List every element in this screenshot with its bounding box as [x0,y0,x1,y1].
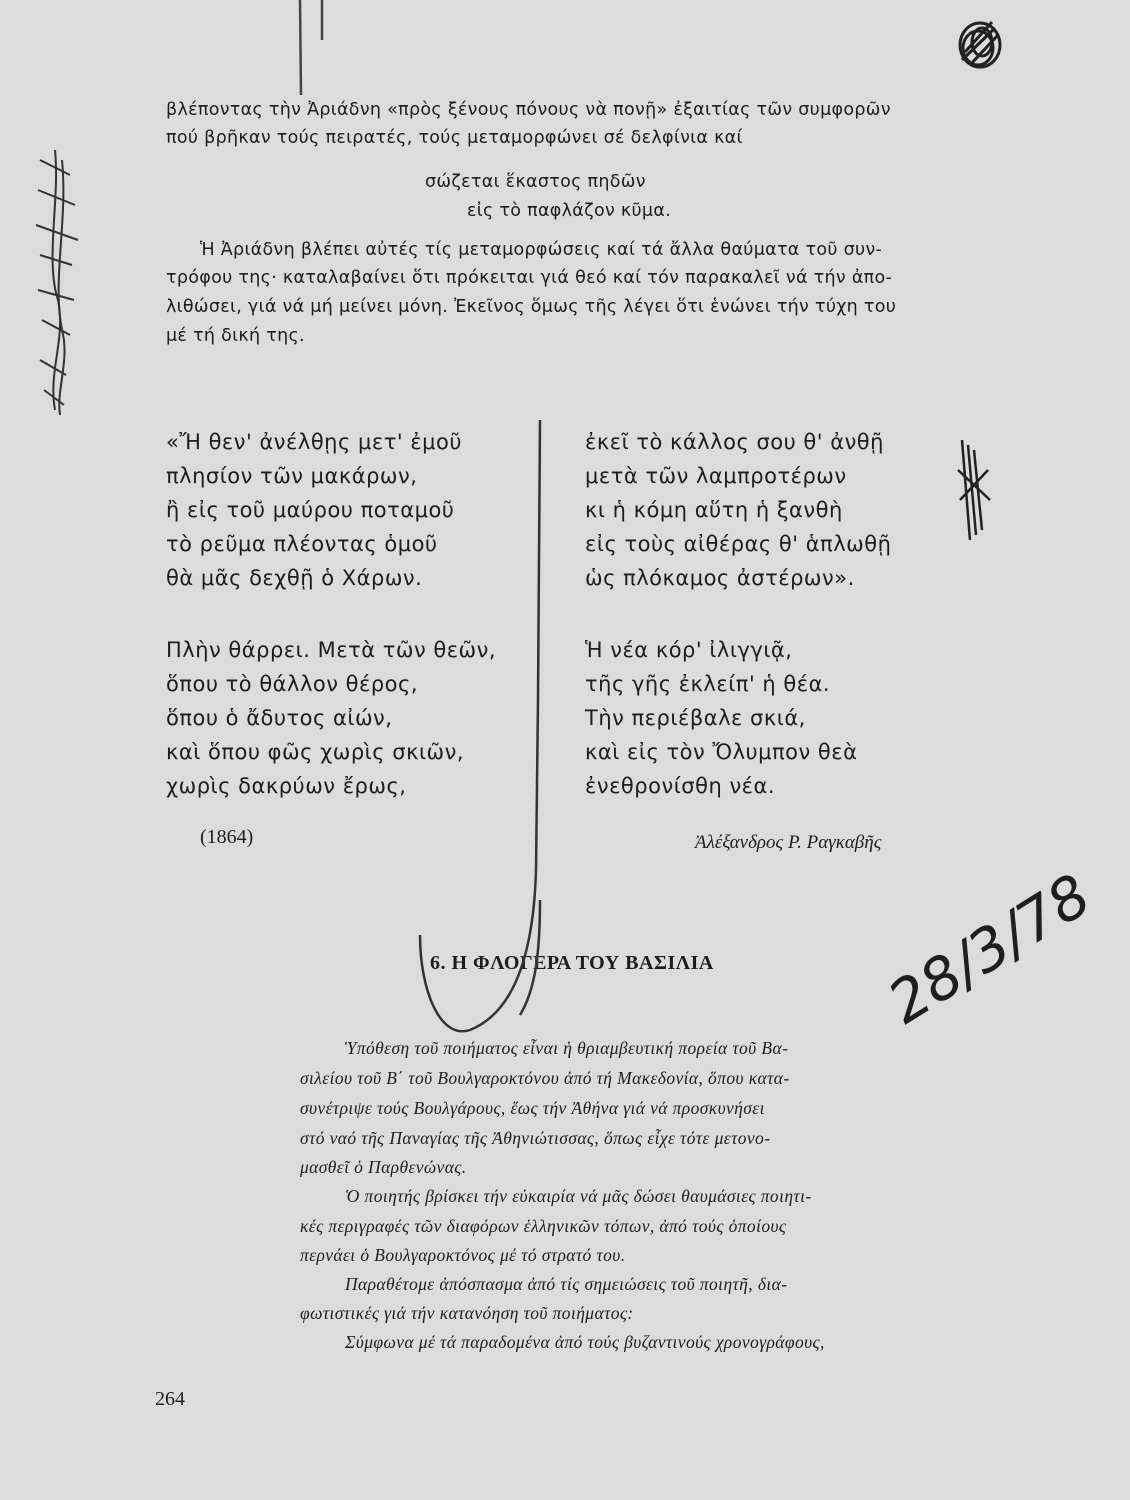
poem-right-s2-line-4: καὶ εἰς τὸν Ὄλυμπον θεὰ [585,740,858,764]
section-line-4: στό ναό τῆς Παναγίας τῆς Ἀθηνιώτισσας, ὅπως εἶχε τότε μετονο- [300,1128,771,1148]
section-line-1: Ὑπόθεση τοῦ ποιήματος εἶναι ἡ θριαμβευτική πορεία τοῦ Βα- [345,1038,789,1058]
scribble-right-poem [958,440,990,540]
handwritten-date: 28/3/78 [876,860,1103,1037]
scribble-left-margin [36,150,78,415]
poem-right-s1-line-5: ὡς πλόκαμος ἀστέρων». [585,566,855,590]
poem-right-s1-line-4: εἰς τοὺς αἰθέρας θ' ἁπλωθῇ [585,532,892,556]
intro-line-2: πού βρῆκαν τούς πειρατές, τούς μεταμορφώνει σέ δελφίνια καί [166,128,743,148]
poem-author: Ἀλέξανδρος Ρ. Ραγκαβῆς [695,832,882,853]
poem-left-s2-line-1: Πλὴν θάρρει. Μετὰ τῶν θεῶν, [166,638,497,662]
section-line-6: Ὁ ποιητής βρίσκει τήν εὐκαιρία νά μᾶς δώσει θαυμάσιες ποιητι- [345,1186,812,1206]
section-line-5: μασθεῖ ὁ Παρθενώνας. [300,1157,467,1177]
poem-left-s2-line-2: ὅπου τὸ θάλλον θέρος, [166,672,419,696]
poem-right-s2-line-1: Ἡ νέα κόρ' ἰλιγγιᾷ, [585,638,793,662]
section-line-9: Παραθέτομε ἀπόσπασμα ἀπό τίς σημειώσεις τοῦ ποιητῆ, δια- [345,1274,788,1294]
poem-left-s2-line-3: ὅπου ὁ ἄδυτος αἰών, [166,706,393,730]
poem-left-s1-line-2: πλησίον τῶν μακάρων, [166,464,418,488]
section-line-8: περνάει ὁ Βουλγαροκτόνος μέ τό στρατό του. [300,1245,626,1265]
page-number: 264 [155,1388,185,1410]
quote-line-2: εἰς τὸ παφλάζον κῦμα. [467,201,672,221]
scribble-top-right [960,22,1000,67]
pencil-long-line [420,420,540,1031]
section-line-2: σιλείου τοῦ Β΄ τοῦ Βουλγαροκτόνου ἀπό τή Μακεδονία, ὅπου κατα- [300,1068,790,1088]
poem-right-s1-line-3: κι ἡ κόμη αὕτη ἡ ξανθὴ [585,498,843,522]
poem-left-s2-line-5: χωρὶς δακρύων ἔρως, [166,774,407,798]
poem-left-s1-line-1: «Ἤ θεν' ἀνέλθῃς μετ' ἐμοῦ [166,430,462,454]
section-line-7: κές περιγραφές τῶν διαφόρων ἑλληνικῶν τόπων, ἀπό τούς ὁποίους [300,1216,787,1236]
para2-line-2: τρόφου της· καταλαβαίνει ὅτι πρόκειται γιά θεό καί τόν παρακαλεῖ νά τήν ἀπο- [166,268,893,288]
poem-right-s2-line-2: τῆς γῆς ἐκλείπ' ἡ θέα. [585,672,831,696]
poem-right-s1-line-2: μετὰ τῶν λαμπροτέρων [585,464,847,488]
intro-line-1: βλέποντας τὴν Ἀριάδνη «πρὸς ξένους πόνους νὰ πονῇ» ἐξαιτίας τῶν συμφορῶν [166,100,891,120]
para2-line-1: Ἡ Ἀριάδνη βλέπει αὐτές τίς μεταμορφώσεις καί τά ἄλλα θαύματα τοῦ συν- [200,240,883,260]
poem-left-s1-line-4: τὸ ρεῦμα πλέοντας ὁμοῦ [166,532,438,556]
poem-left-s1-line-5: θὰ μᾶς δεχθῇ ὁ Χάρων. [166,566,423,590]
pencil-line-top [300,0,322,95]
quote-line-1: σώζεται ἕκαστος πηδῶν [425,172,646,192]
poem-year: (1864) [200,826,254,848]
poem-right-s2-line-3: Τὴν περιέβαλε σκιά, [585,706,806,730]
section-line-11: Σύμφωνα μέ τά παραδομένα ἀπό τούς βυζαντινούς χρονογράφους, [345,1332,825,1352]
para2-line-3: λιθώσει, γιά νά μή μείνει μόνη. Ἐκεῖνος ὅμως τῆς λέγει ὅτι ἑνώνει τήν τύχη του [166,297,897,317]
section-line-10: φωτιστικές γιά τήν κατανόηση τοῦ ποιήματος: [300,1303,634,1323]
poem-right-s2-line-5: ἐνεθρονίσθη νέα. [585,774,776,798]
poem-left-s1-line-3: ἢ εἰς τοῦ μαύρου ποταμοῦ [166,498,455,522]
poem-right-s1-line-1: ἐκεῖ τὸ κάλλος σου θ' ἀνθῇ [585,430,884,454]
section-line-3: συνέτριψε τούς Βουλγάρους, ἕως τήν Ἀθήνα γιά νά προσκυνήσει [300,1098,765,1118]
poem-left-s2-line-4: καὶ ὅπου φῶς χωρὶς σκιῶν, [166,740,465,764]
section-heading: 6. Η ΦΛΟΓΕΡΑ ΤΟΥ ΒΑΣΙΛΙΑ [430,952,714,974]
para2-line-4: μέ τή δική της. [166,326,305,346]
